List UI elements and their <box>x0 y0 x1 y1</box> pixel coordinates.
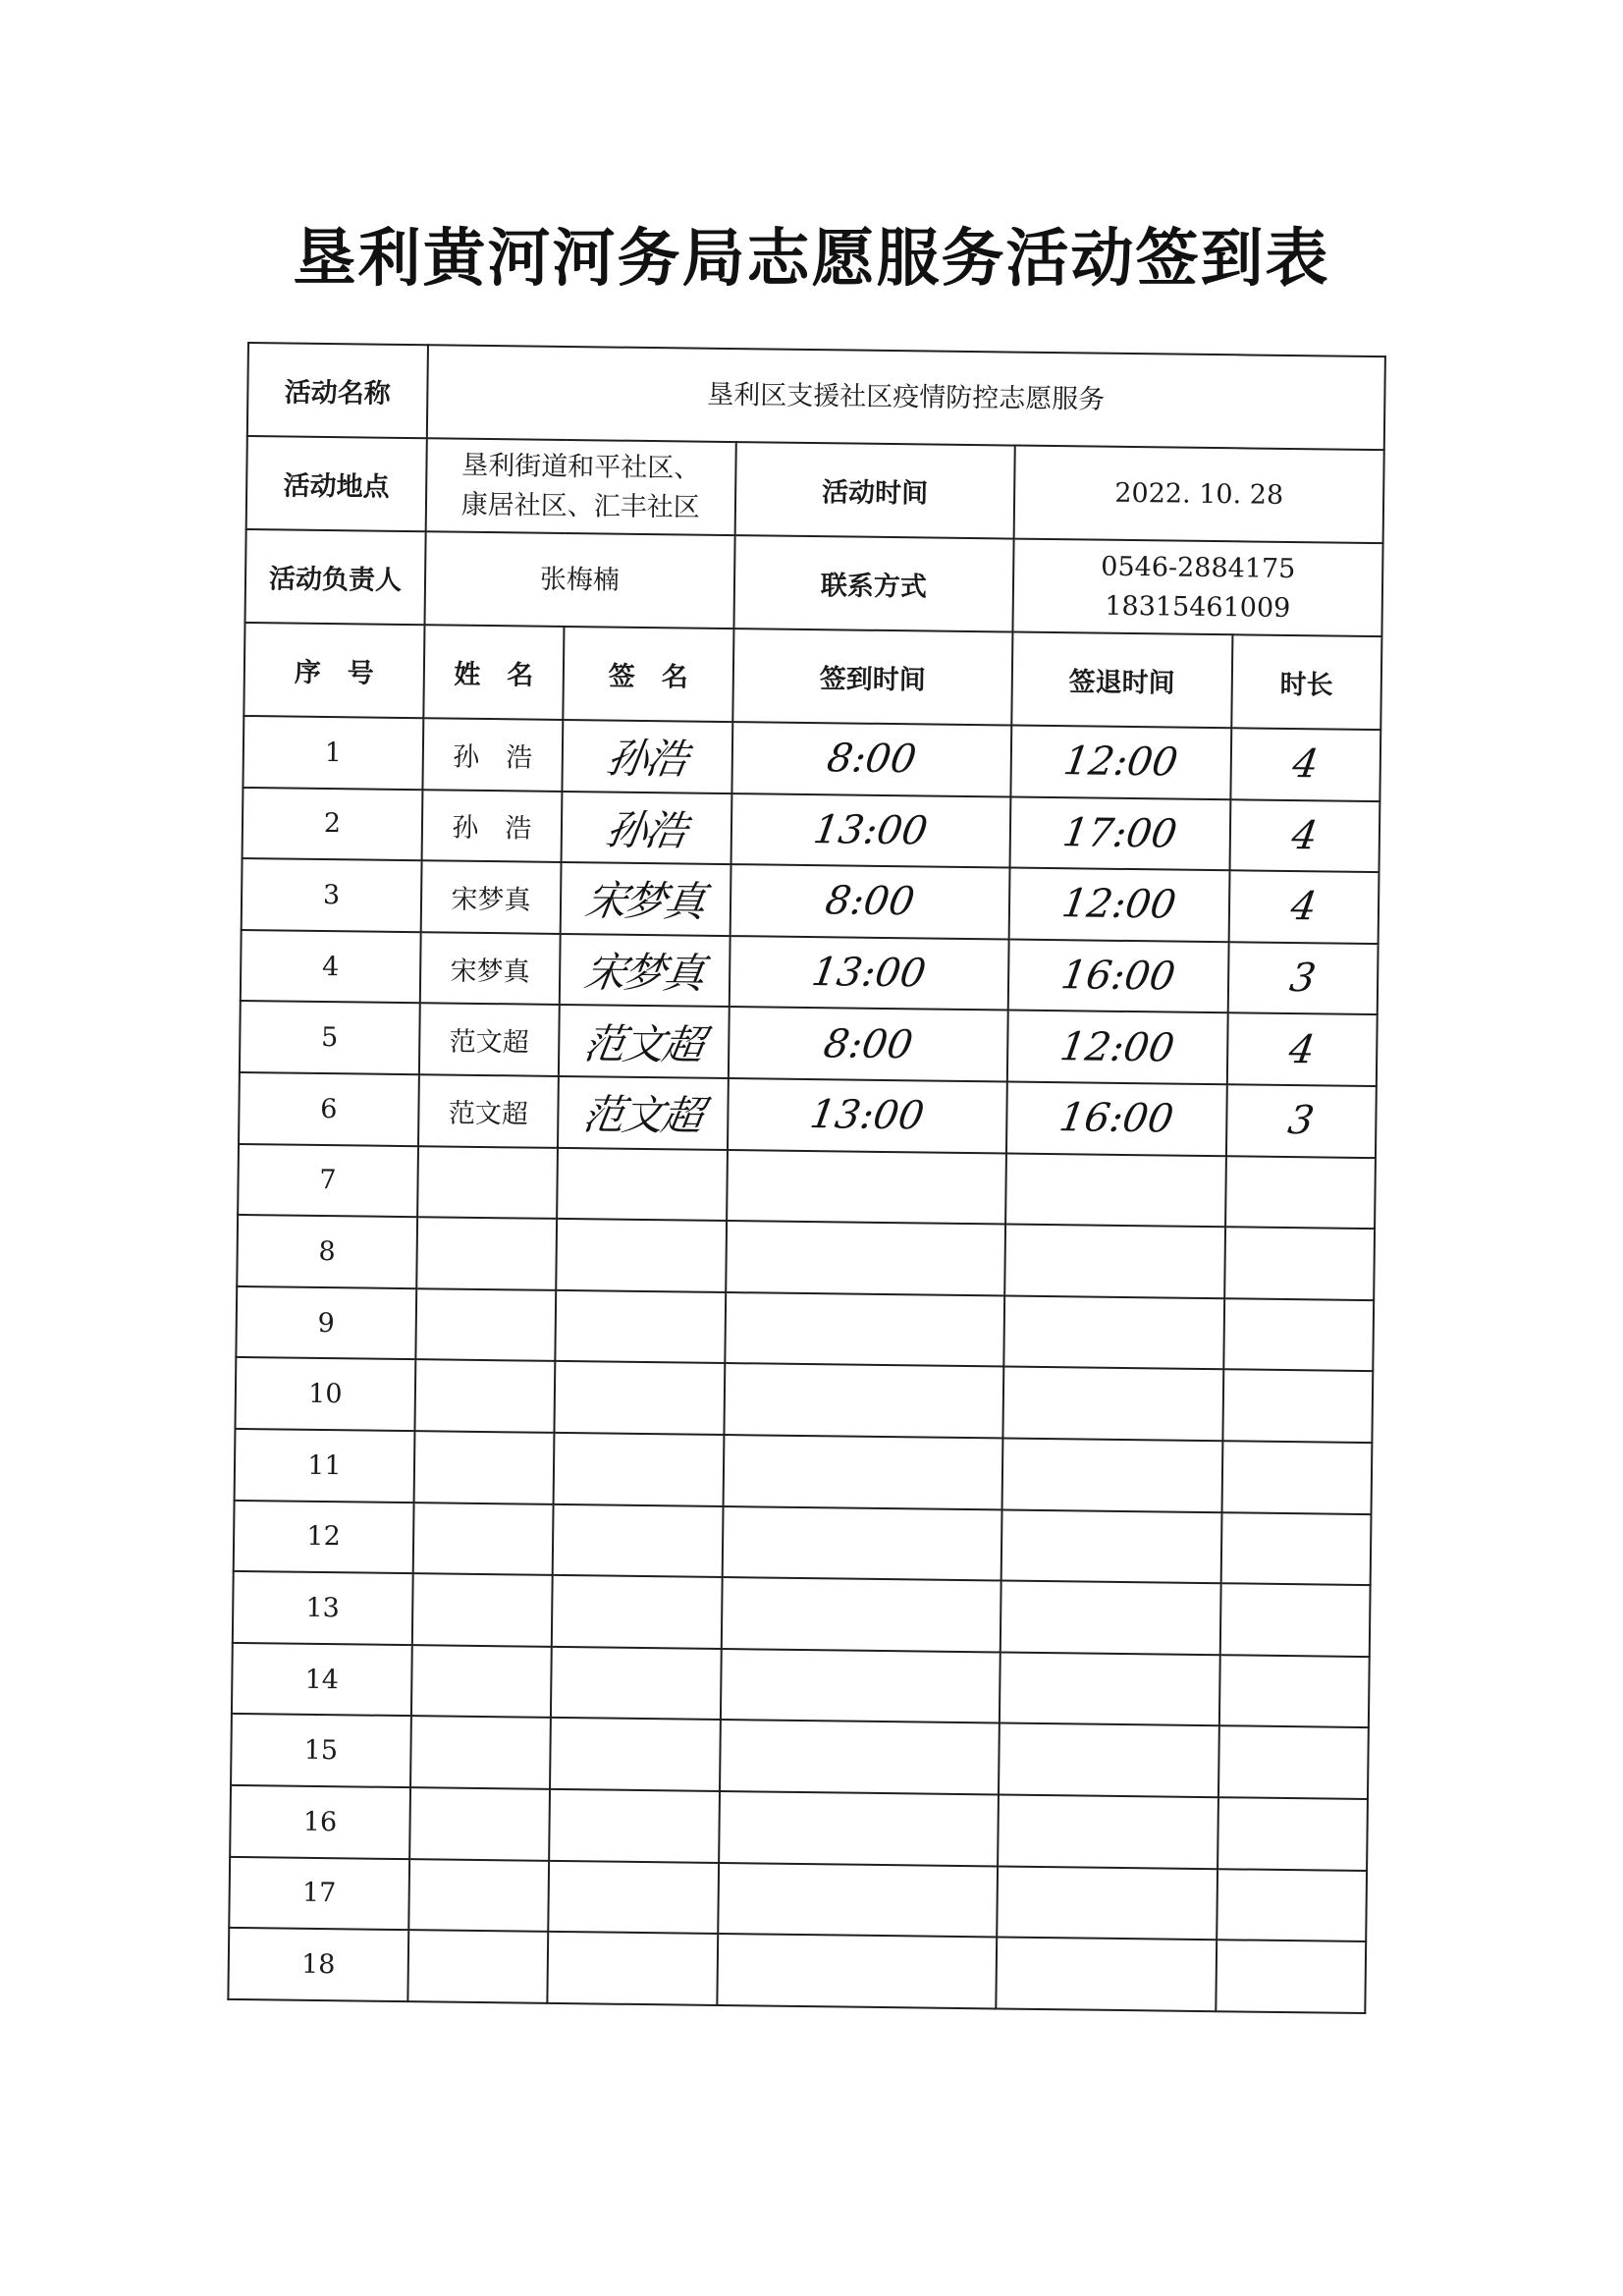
row-sign-out-time-text: 17:00 <box>1059 810 1180 857</box>
row-duration <box>1222 1370 1373 1443</box>
row-sign-out-time <box>1007 1011 1227 1084</box>
row-number <box>240 1001 420 1074</box>
row-signature <box>551 1647 722 1721</box>
row-sign-in-time <box>726 1221 1005 1295</box>
row-signature <box>554 1433 725 1506</box>
row-duration <box>1219 1583 1370 1656</box>
row-name <box>422 718 563 791</box>
row-duration <box>1216 1940 1366 2012</box>
location-value <box>425 438 735 535</box>
row-signature <box>554 1361 725 1435</box>
row-signature-text: 孙浩 <box>604 734 690 784</box>
info-row-activity-name <box>247 343 1385 450</box>
row-number-text: 16 <box>302 1806 338 1837</box>
row-signature <box>562 792 732 865</box>
row-sign-in-time <box>729 1007 1008 1081</box>
row-signature-text: 范文超 <box>579 1090 706 1140</box>
table-row <box>237 1215 1375 1300</box>
header-signature: 签 名 <box>563 627 733 722</box>
row-number-text: 15 <box>303 1734 339 1767</box>
row-name <box>420 932 561 1005</box>
row-number-text: 9 <box>317 1307 335 1339</box>
row-name <box>420 860 561 933</box>
row-duration <box>1221 1441 1372 1513</box>
row-number-text: 7 <box>319 1165 337 1196</box>
row-sign-out-time <box>1001 1509 1221 1583</box>
row-number <box>235 1429 415 1503</box>
row-sign-out-time <box>1010 796 1230 870</box>
row-duration <box>1223 1298 1374 1371</box>
row-signature-text: 宋梦真 <box>582 876 708 927</box>
row-duration <box>1220 1512 1371 1585</box>
row-duration <box>1229 799 1380 872</box>
row-sign-out-time <box>1002 1438 1222 1511</box>
row-number <box>238 1144 418 1218</box>
row-sign-in-time-text: 8:00 <box>822 878 918 925</box>
activity-time-value: 2022. 10. 28 <box>1014 446 1384 544</box>
row-signature-text: 孙浩 <box>603 805 689 855</box>
row-name <box>413 1431 554 1503</box>
row-sign-in-time <box>717 1934 997 2008</box>
row-sign-out-time <box>998 1794 1217 1868</box>
row-sign-in-time <box>730 793 1010 868</box>
row-duration <box>1225 1156 1376 1229</box>
row-number <box>230 1785 410 1859</box>
row-sign-out-time <box>996 1938 1216 2011</box>
row-sign-in-time-text: 13:00 <box>810 807 932 854</box>
row-duration-text: 4 <box>1287 884 1321 930</box>
row-number-text: 10 <box>307 1378 343 1410</box>
info-row-location <box>246 436 1384 543</box>
row-sign-in-time <box>723 1435 1002 1509</box>
row-number <box>228 1928 408 2001</box>
row-number-text: 14 <box>304 1664 340 1695</box>
row-sign-out-time-text: 12:00 <box>1058 881 1180 929</box>
row-signature <box>556 1219 727 1292</box>
row-duration <box>1226 1084 1377 1157</box>
row-sign-in-time-text: 8:00 <box>824 736 920 783</box>
row-name-text: 宋梦真 <box>451 884 531 916</box>
row-number <box>243 716 423 790</box>
row-name <box>409 1787 550 1860</box>
row-number-text: 11 <box>307 1449 342 1481</box>
row-signature <box>562 720 732 793</box>
row-duration-text: 3 <box>1284 1098 1318 1144</box>
row-sign-out-time-text: 16:00 <box>1056 1095 1177 1142</box>
row-name <box>421 790 562 862</box>
page-title: 垦利黄河河务局志愿服务活动签到表 <box>293 223 1330 296</box>
row-name <box>413 1503 554 1575</box>
info-row-leader <box>245 529 1383 636</box>
row-sign-in-time <box>720 1720 1000 1794</box>
contact-phone-2: 18315461009 <box>1105 590 1291 624</box>
row-sign-out-time <box>999 1723 1218 1797</box>
row-duration-text: 4 <box>1288 812 1321 859</box>
row-number <box>234 1500 414 1573</box>
row-signature <box>557 1147 728 1221</box>
row-name <box>408 1859 549 1932</box>
row-number <box>243 788 423 861</box>
row-sign-out-time <box>1009 868 1229 942</box>
row-number-text: 5 <box>320 1022 339 1054</box>
row-duration-text: 4 <box>1285 1026 1319 1072</box>
row-number <box>241 930 421 1004</box>
row-sign-in-time <box>721 1577 1001 1652</box>
row-sign-in-time <box>721 1649 1001 1723</box>
row-name <box>407 1930 548 2002</box>
row-name <box>411 1645 552 1718</box>
row-duration <box>1227 942 1378 1014</box>
row-sign-out-time-text: 16:00 <box>1057 953 1179 1000</box>
row-signature <box>548 1860 719 1934</box>
row-number <box>235 1357 415 1431</box>
row-number-text: 4 <box>321 951 340 982</box>
row-sign-out-time <box>1006 1081 1226 1155</box>
location-label: 活动地点 <box>246 436 427 531</box>
row-signature <box>560 934 730 1008</box>
table-row <box>235 1429 1373 1514</box>
row-sign-out-time <box>1001 1581 1220 1655</box>
row-signature <box>547 1932 718 2005</box>
location-line-1: 垦利街道和平社区、 <box>461 450 701 484</box>
row-sign-in-time-text: 13:00 <box>808 950 930 997</box>
row-number-text: 18 <box>300 1948 336 1981</box>
row-name <box>416 1217 557 1289</box>
row-duration-text: 3 <box>1286 956 1320 1002</box>
row-sign-in-time <box>728 1078 1007 1153</box>
row-sign-in-time <box>725 1292 1004 1367</box>
row-duration <box>1218 1726 1369 1799</box>
sign-in-table <box>227 342 1386 2014</box>
row-signature-text: 宋梦真 <box>581 948 707 998</box>
row-sign-out-time <box>1000 1652 1219 1725</box>
row-signature <box>552 1575 723 1649</box>
table-row <box>240 1001 1378 1086</box>
row-duration <box>1218 1655 1369 1727</box>
row-name-text: 范文超 <box>448 1098 529 1130</box>
row-sign-in-time <box>722 1506 1001 1581</box>
contact-label: 联系方式 <box>733 535 1014 631</box>
row-duration <box>1217 1797 1368 1870</box>
row-sign-out-time <box>997 1866 1217 1940</box>
row-name <box>419 1004 560 1076</box>
row-number <box>229 1856 409 1930</box>
row-number <box>237 1215 417 1288</box>
header-sign-out-time: 签退时间 <box>1011 632 1232 729</box>
row-name <box>418 1074 559 1147</box>
row-sign-out-time <box>1011 726 1231 799</box>
row-signature-text: 范文超 <box>580 1018 707 1069</box>
location-line-2: 康居社区、汇丰社区 <box>460 489 700 523</box>
row-duration <box>1224 1227 1375 1299</box>
row-duration <box>1226 1013 1377 1086</box>
row-number <box>231 1714 411 1787</box>
row-number-text: 12 <box>306 1521 341 1553</box>
row-name <box>414 1360 555 1433</box>
row-sign-out-time <box>1003 1367 1223 1441</box>
row-sign-in-time <box>724 1363 1003 1438</box>
row-sign-in-time-text: 13:00 <box>807 1092 928 1139</box>
activity-name-value: 垦利区支援社区疫情防控志愿服务 <box>427 345 1385 450</box>
row-sign-in-time <box>727 1150 1006 1225</box>
row-duration <box>1230 728 1380 800</box>
row-duration <box>1217 1869 1367 1941</box>
activity-name-label: 活动名称 <box>247 343 428 438</box>
row-signature <box>559 1005 730 1078</box>
header-name: 姓 名 <box>423 625 564 720</box>
row-name <box>410 1716 551 1788</box>
row-number-text: 17 <box>301 1878 337 1909</box>
row-name-text: 孙 浩 <box>453 741 533 774</box>
leader-label: 活动负责人 <box>245 529 426 625</box>
row-number <box>233 1571 413 1645</box>
header-sign-in-time: 签到时间 <box>732 629 1013 725</box>
row-sign-out-time <box>1005 1153 1225 1227</box>
table-header-row <box>243 623 1381 730</box>
row-sign-in-time <box>718 1862 998 1937</box>
row-number-text: 1 <box>324 737 343 768</box>
row-signature <box>549 1789 720 1863</box>
table-row <box>232 1643 1370 1728</box>
row-number-text: 3 <box>322 879 341 911</box>
row-signature <box>561 862 731 936</box>
row-sign-out-time <box>1003 1295 1223 1369</box>
activity-time-label: 活动时间 <box>734 442 1015 538</box>
contact-value <box>1013 539 1383 637</box>
row-duration-text: 4 <box>1289 741 1322 788</box>
row-sign-out-time <box>1004 1225 1224 1298</box>
header-no: 序 号 <box>243 623 424 718</box>
table-row <box>228 1928 1366 2013</box>
header-duration: 时长 <box>1231 634 1382 730</box>
row-sign-in-time <box>730 864 1009 939</box>
row-name <box>412 1573 553 1646</box>
row-number-text: 8 <box>318 1235 336 1268</box>
row-number <box>236 1286 416 1360</box>
row-sign-in-time <box>719 1791 999 1866</box>
row-number <box>239 1072 419 1146</box>
row-number-text: 6 <box>320 1093 338 1124</box>
row-signature <box>553 1503 724 1577</box>
row-number <box>232 1643 412 1717</box>
row-number-text: 2 <box>323 808 342 840</box>
row-sign-out-time <box>1008 939 1228 1012</box>
row-sign-out-time-text: 12:00 <box>1060 738 1181 786</box>
contact-phone-1: 0546-2884175 <box>1101 551 1296 584</box>
row-signature <box>558 1076 729 1150</box>
row-name-text: 孙 浩 <box>452 812 532 845</box>
row-name-text: 范文超 <box>449 1026 529 1059</box>
row-duration <box>1228 870 1379 943</box>
row-signature <box>555 1290 726 1364</box>
row-number-text: 13 <box>305 1592 341 1624</box>
row-sign-in-time <box>729 936 1008 1011</box>
row-name-text: 宋梦真 <box>450 956 530 988</box>
row-sign-in-time-text: 8:00 <box>820 1020 916 1067</box>
row-name <box>417 1146 558 1219</box>
row-signature <box>550 1718 721 1791</box>
row-sign-out-time-text: 12:00 <box>1056 1023 1178 1071</box>
leader-value: 张梅楠 <box>424 531 734 629</box>
sign-in-sheet <box>227 342 1386 2014</box>
row-number <box>242 858 422 932</box>
row-sign-in-time <box>731 722 1011 796</box>
row-name <box>415 1288 556 1361</box>
